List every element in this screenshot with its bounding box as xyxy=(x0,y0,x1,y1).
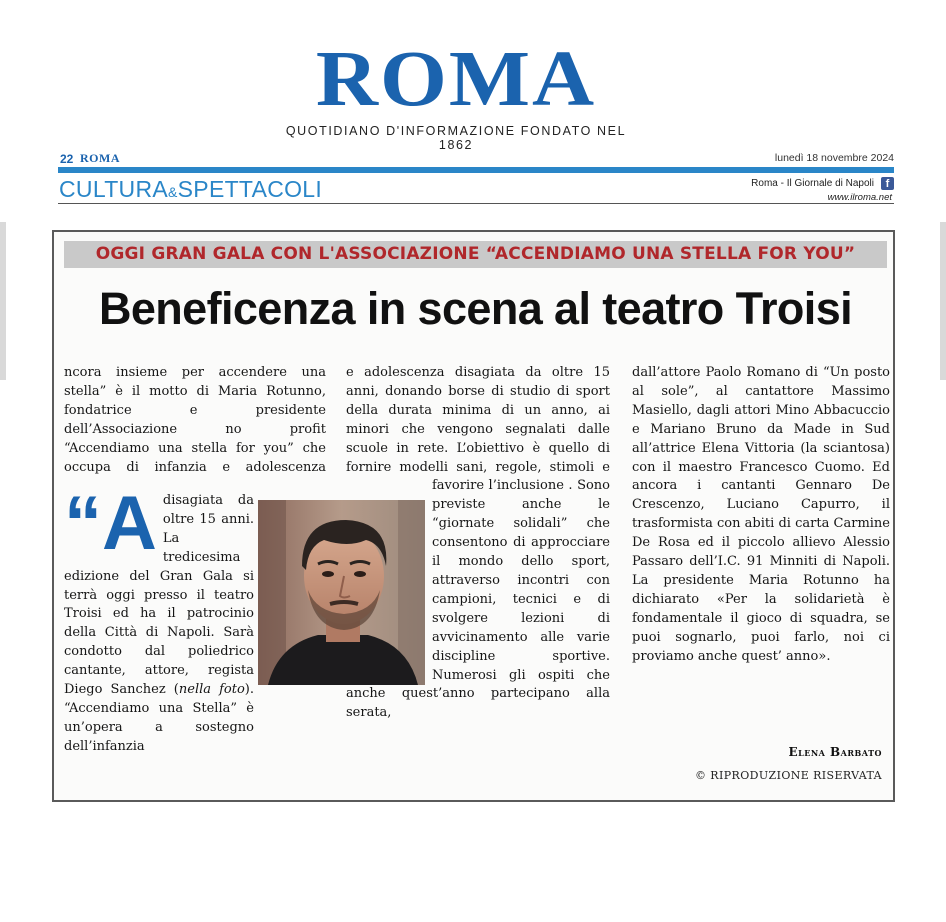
section-title-ampersand: & xyxy=(168,184,178,200)
article-dropcap: “A xyxy=(64,481,157,566)
article-column-2-text: e adolescenza disagiata da oltre 15 anni, donando borse di studio di sport della durata minima di un anno, ai minori che vengono segnalati dalle scuole in rete. L’obiettivo è quello di fornire modelli sani, regole, stimoli e favorire l’inclusione . Sono previste anche le “giornate solidali” che consentono di approcciare il mondo dello sport, attraverso incontri con campioni, tecnici e di svolgere lezioni di avvicinamento alle varie discipline sportive. Numerosi gli ospiti che anche quest’anno partecipano alla serata, xyxy=(346,365,610,721)
page-paper-name: ROMA xyxy=(80,151,120,165)
section-title-part2: SPETTACOLI xyxy=(177,176,323,202)
photo-caption-ref: nella foto xyxy=(178,682,245,698)
article-photo xyxy=(258,500,425,685)
article-column-1-end: ). “Accendiamo una Stella” è un’opera a sostegno dell’infanzia xyxy=(64,682,255,754)
header-rule xyxy=(58,167,894,173)
portrait-illustration xyxy=(258,500,425,685)
section-title-part1: CULTURA xyxy=(59,176,169,202)
website-url: www.ilroma.net xyxy=(827,192,892,203)
newspaper-logo: ROMA xyxy=(315,34,597,123)
article-column-3-text: dall’attore Paolo Romano di “Un posto al sole”, al cantattore Massimo Masiello, dagli attori Mino Abbacuccio e Mariano Bruno da Made in Sud all’attrice Elena Vittoria (la sciantosa) con il maestro Francesco Cuomo. Ed ancora i cantanti Gennaro De Crescenzo, Luciano Capurro, il trasformista con abiti di carta Carmine De Rosa ed il piccolo allievo Alessio Passaro dell’I.C. 91 Minniti di Napoli. La presidente Maria Rotunno ha dichiarato «Per la solidarietà è fondamentale il gioco di squadra, se puoi sognarlo, puoi farlo, noi ci proviamo anche quest’ anno». xyxy=(632,365,890,664)
facebook-icon: f xyxy=(881,177,894,190)
article-column-1-text: ncora insieme per accendere una stella” è il motto di Maria Rotunno, fondatrice e presidente dell’Associazione no profit “Accendiamo una stella for you” che occupa di infanzia e adolescenza disagiata da oltre 15 anni. La tredicesima edizione del Gran Gala si terrà oggi presso il teatro Troisi ed ha il patrocinio della Città di Napoli. Sarà condotto dal poliedrico cantante, attore, regista Diego Sanchez ( xyxy=(64,365,326,698)
scan-edge-left xyxy=(0,222,6,380)
masthead-tagline: QUOTIDIANO D'INFORMAZIONE FONDATO NEL 1862 xyxy=(285,124,627,152)
scan-edge-right xyxy=(940,222,946,380)
article-kicker: OGGI GRAN GALA CON L'ASSOCIAZIONE “ACCENDIAMO UNA STELLA FOR YOU” xyxy=(64,241,887,268)
copyright-notice: © RIPRODUZIONE RISERVATA xyxy=(695,769,882,782)
page-number: 22 xyxy=(60,152,74,166)
section-title xyxy=(59,175,322,206)
article-byline: Elena Barbato xyxy=(788,745,882,759)
paper-full-name: Roma - Il Giornale di Napoli xyxy=(751,178,874,189)
page-date: lunedì 18 novembre 2024 xyxy=(774,152,894,164)
header-divider xyxy=(58,203,894,204)
article-column-3 xyxy=(632,364,890,667)
article-headline: Beneficenza in scena al teatro Troisi xyxy=(98,283,853,334)
